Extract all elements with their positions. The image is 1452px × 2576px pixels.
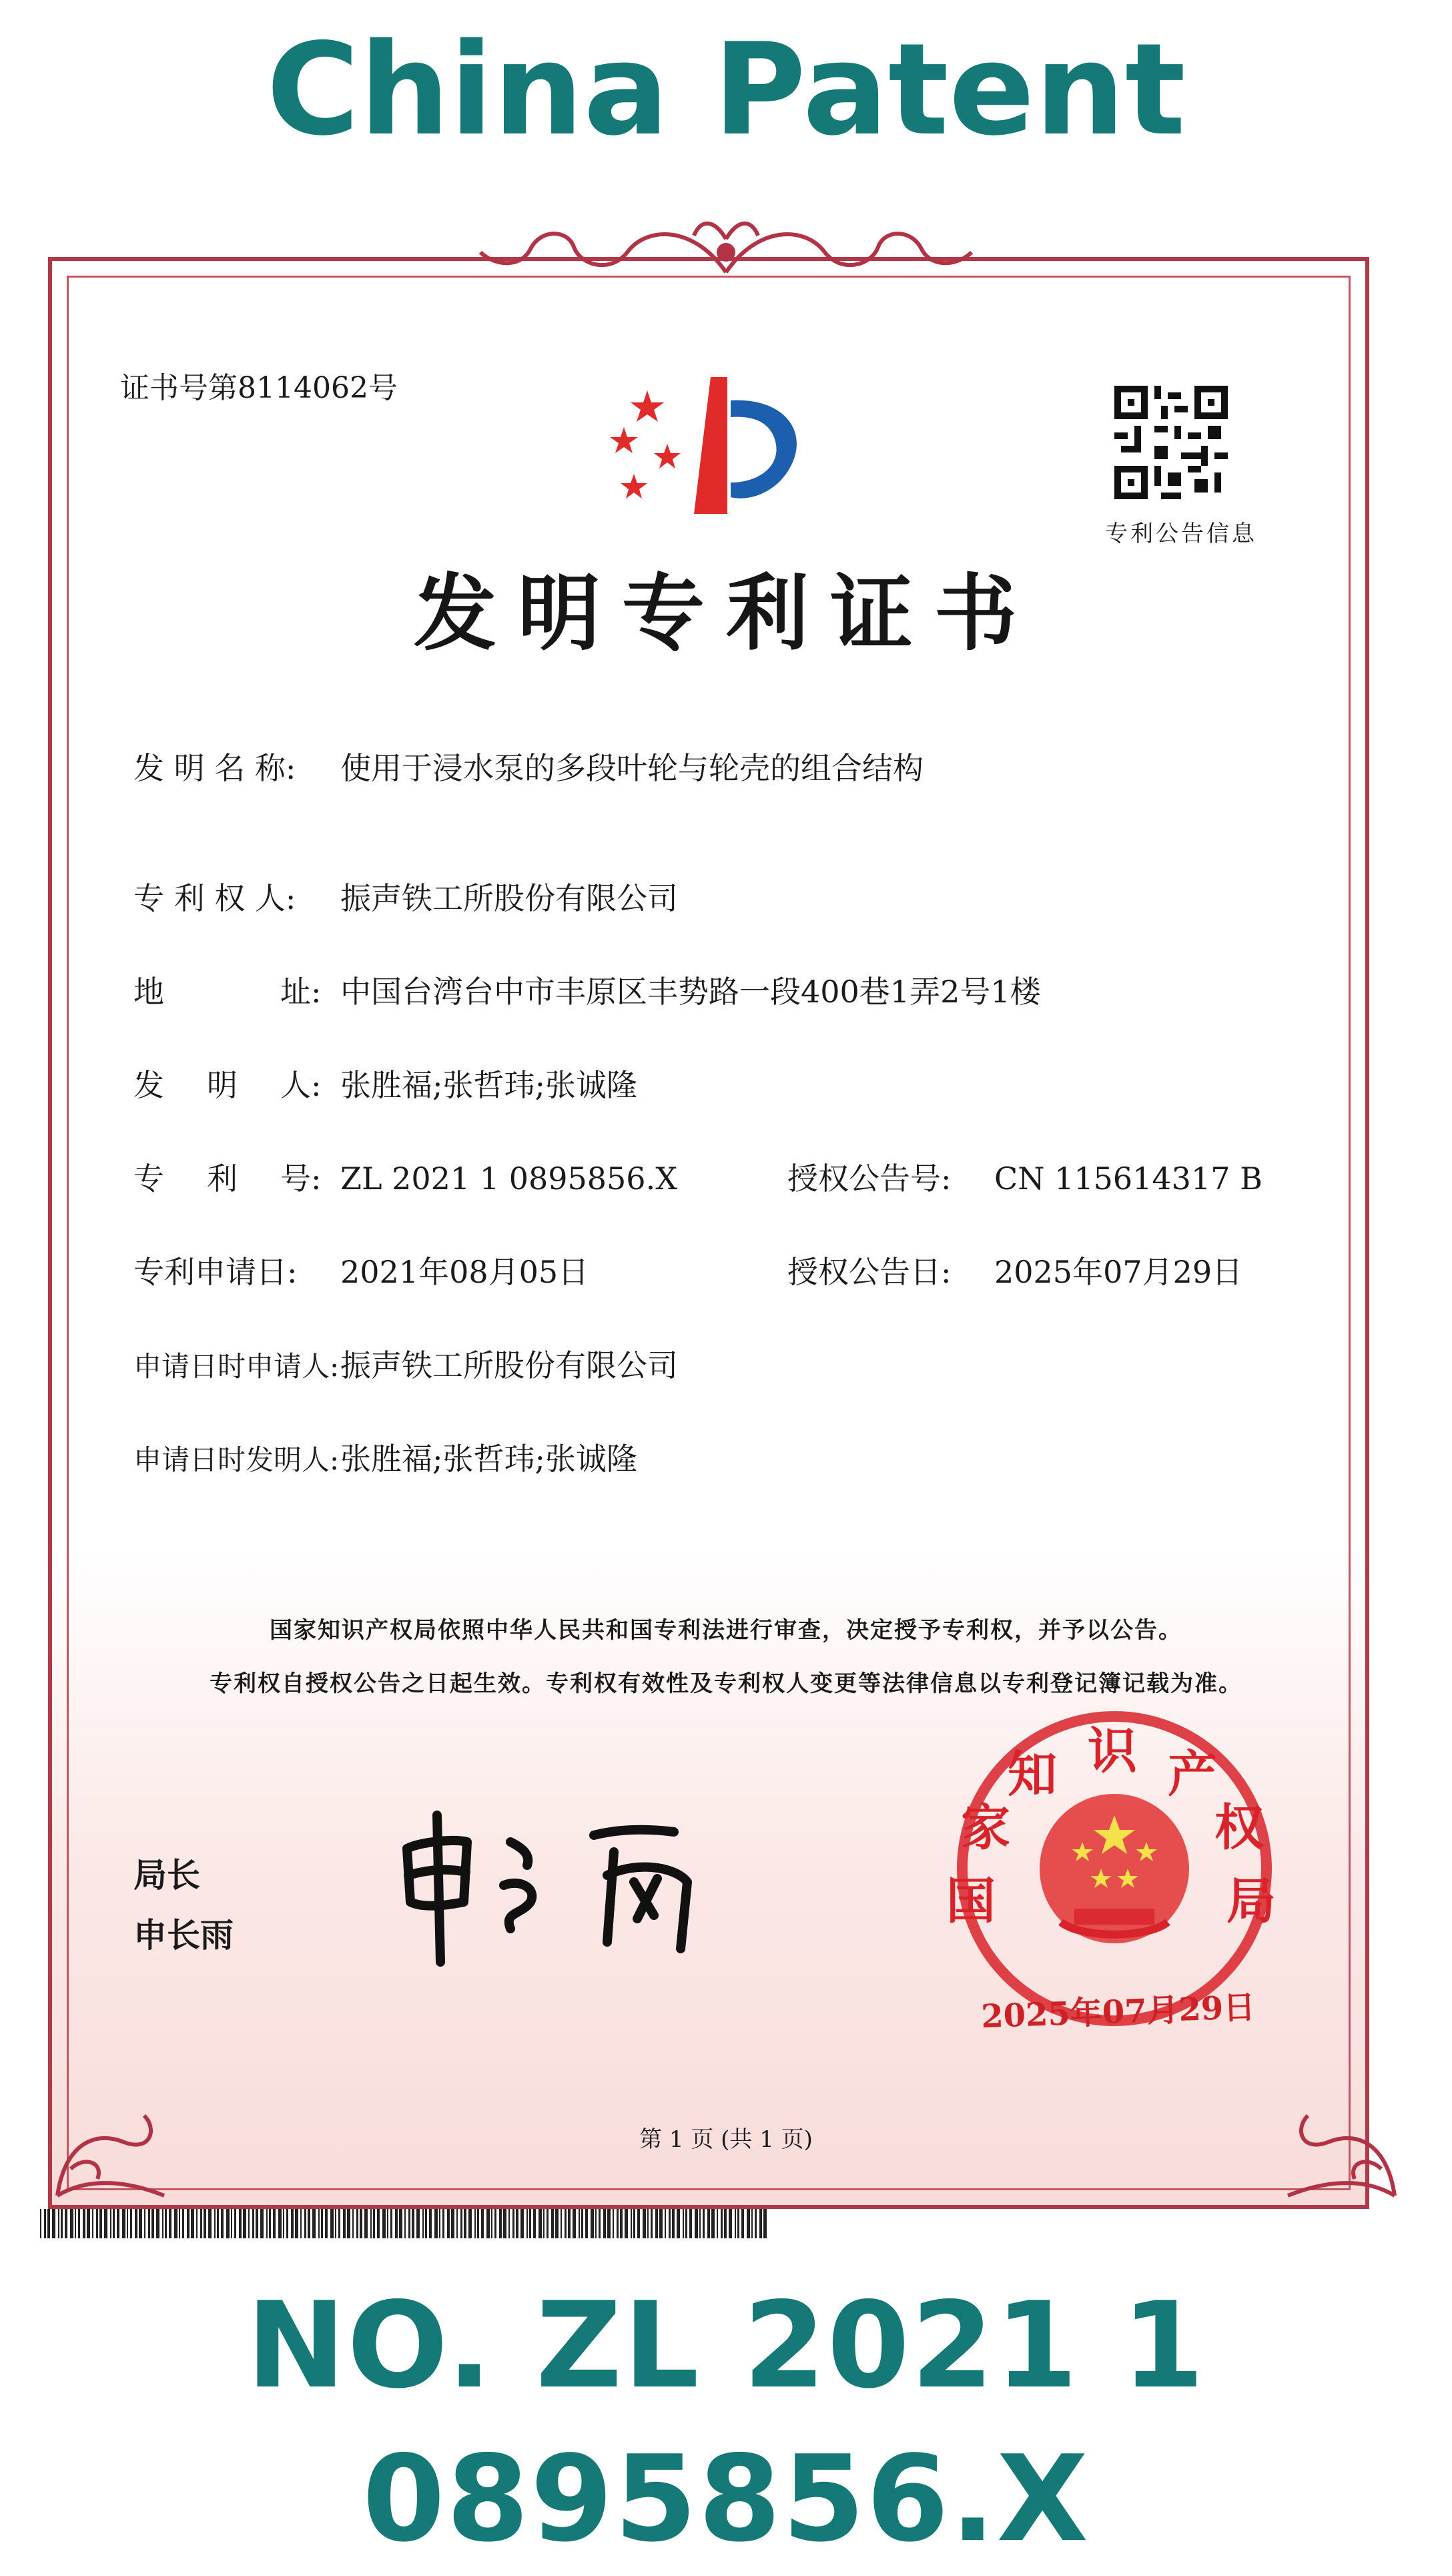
field-label: 授权公告号: [787, 1161, 952, 1197]
field-grant-pub-number [787, 1155, 1262, 1199]
notice-line-2: 专利权自授权公告之日起生效。专利权有效性及专利权人变更等法律信息以专利登记簿记载为准。 [210, 1670, 1242, 1697]
seal-lettering: 识 [1088, 1722, 1137, 1780]
top-ornament [467, 212, 985, 286]
seal-lettering: 权 [1214, 1799, 1264, 1857]
field-value: 张胜福;张哲玮;张诚隆 [340, 1067, 637, 1103]
field-label: 专利申请日: [133, 1254, 298, 1290]
seal-date: 2025年07月29日 [980, 1988, 1256, 2036]
field-label: 申请日时申请人: [133, 1350, 340, 1383]
field-grant-pub-date [787, 1248, 1242, 1292]
seal-lettering: 知 [1008, 1746, 1057, 1803]
notice-line-1: 国家知识产权局依照中华人民共和国专利法进行审查，决定授予专利权，并予以公告。 [270, 1617, 1182, 1644]
field-value: 张胜福;张哲玮;张诚隆 [340, 1441, 637, 1477]
certificate-title: 发明专利证书 [413, 565, 1038, 662]
banner-patent-number: NO. ZL 2021 1 0895856.X [246, 2276, 1206, 2568]
field-label: 授权公告日: [787, 1254, 952, 1290]
qr-caption: 专利公告信息 [1105, 521, 1257, 547]
certificate-number: 证书号第8114062号 [120, 371, 398, 405]
field-label-part: 发 [133, 1067, 164, 1103]
banner-title: China Patent [266, 16, 1186, 164]
field-label-part: 利 [207, 1161, 238, 1197]
field-value: CN 115614317 B [994, 1161, 1262, 1197]
field-patent-number [133, 1155, 677, 1199]
field-value: 使用于浸水泵的多段叶轮与轮壳的组合结构 [340, 750, 924, 786]
field-label-part: 址: [280, 974, 322, 1010]
field-value: 振声铁工所股份有限公司 [340, 1347, 678, 1383]
director-signature [394, 1802, 721, 1975]
field-inventor [133, 1061, 637, 1105]
director-name: 申长雨 [133, 1916, 234, 1955]
seal-lettering: 国 [946, 1873, 996, 1930]
field-filing-date [133, 1248, 589, 1292]
field-value: ZL 2021 1 0895856.X [340, 1161, 677, 1197]
seal-lettering: 产 [1168, 1746, 1217, 1803]
barcode-icon [40, 2209, 774, 2238]
field-label-part: 人: [280, 1067, 322, 1103]
field-label: 专 利 权 人: [133, 880, 296, 916]
field-applicant-at-filing [133, 1341, 678, 1385]
field-label-part: 号: [280, 1161, 322, 1197]
field-label: 申请日时发明人: [133, 1443, 340, 1476]
field-label-part: 明 [207, 1067, 238, 1103]
seal-lettering: 局 [1226, 1873, 1276, 1930]
field-inventor-at-filing [133, 1435, 637, 1479]
field-label: 发 明 名 称: [133, 750, 296, 786]
field-value: 振声铁工所股份有限公司 [340, 880, 678, 916]
cnipa-logo-icon [594, 364, 821, 531]
seal-lettering: 家 [961, 1799, 1010, 1857]
director-title: 局长 [133, 1856, 200, 1895]
field-patentee [133, 874, 678, 918]
field-value: 中国台湾台中市丰原区丰势路一段400巷1弄2号1楼 [340, 974, 1041, 1010]
field-invention-name [133, 744, 924, 788]
field-value: 2021年08月05日 [340, 1254, 589, 1290]
field-label-part: 地 [133, 974, 164, 1010]
field-address [133, 968, 1041, 1012]
field-label-part: 专 [133, 1161, 164, 1197]
qr-code-icon [1114, 386, 1228, 499]
field-value: 2025年07月29日 [994, 1254, 1243, 1290]
page-indicator: 第 1 页 (共 1 页) [639, 2126, 813, 2153]
